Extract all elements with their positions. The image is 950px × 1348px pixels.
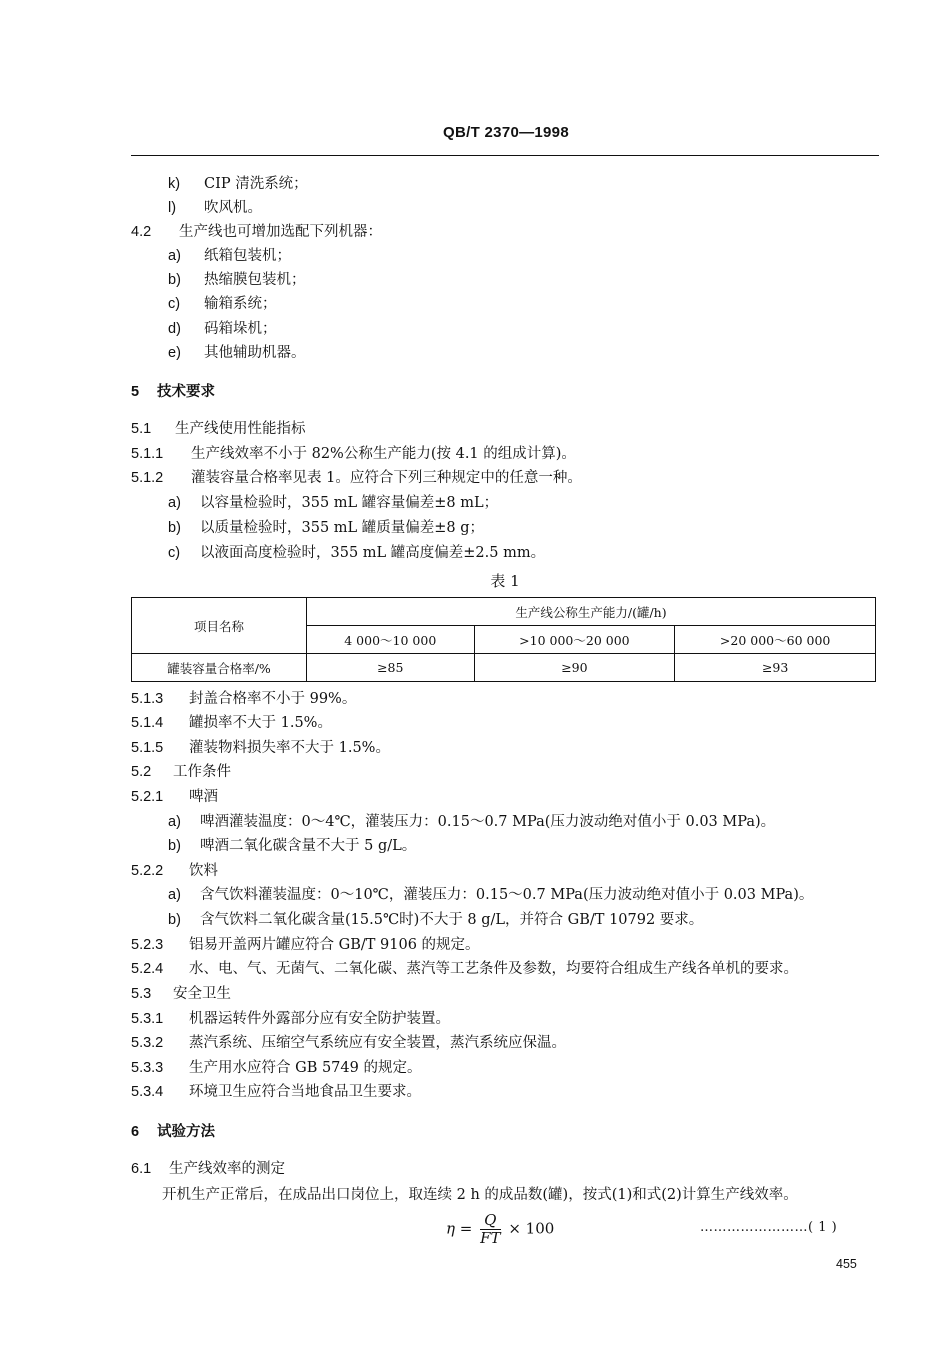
clause-5-3-1: 5.3.1 机器运转件外露部分应有安全防护装置。 — [131, 1011, 450, 1027]
table-cell: ≥90 — [474, 654, 675, 682]
list-item-d: d) 码箱垛机； — [168, 321, 277, 337]
list-item-k: k) CIP 清洗系统； — [168, 176, 308, 192]
table-group-header: 生产线公称生产能力/(罐/h) — [307, 598, 876, 626]
page-number: 455 — [836, 1257, 857, 1271]
clause-5-3-4: 5.3.4 环境卫生应符合当地食品卫生要求。 — [131, 1084, 421, 1100]
list-item-b: b) 以质量检验时，355 mL 罐质量偏差±8 g； — [168, 520, 485, 536]
table-row-label: 罐装容量合格率/% — [132, 654, 307, 682]
list-item-b: b) 含气饮料二氧化碳含量(15.5℃时)不大于 8 g/L，并符合 GB/T 10792 要求。 — [168, 912, 704, 928]
list-item-c: c) 以液面高度检验时，355 mL 罐高度偏差±2.5 mm。 — [168, 545, 546, 561]
clause-5-2-2: 5.2.2 饮料 — [131, 863, 218, 879]
list-item-a: a) 纸箱包装机； — [168, 248, 291, 264]
formula-numerator: Q — [484, 1211, 497, 1229]
list-item-a: a) 以容量检验时，355 mL 罐容量偏差±8 mL； — [168, 495, 499, 511]
clause-5-2-4: 5.2.4 水、电、气、无菌气、二氧化碳、蒸汽等工艺条件及参数，均要符合组成生产线各单机的要求。 — [131, 961, 798, 977]
clause-5-2-3: 5.2.3 铝易开盖两片罐应符合 GB/T 9106 的规定。 — [131, 937, 480, 953]
clause-5-3-3: 5.3.3 生产用水应符合 GB 5749 的规定。 — [131, 1060, 422, 1076]
list-item-l: l) 吹风机。 — [168, 200, 262, 216]
clause-5-1-3: 5.1.3 封盖合格率不小于 99%。 — [131, 691, 357, 707]
clause-5-3: 5.3 安全卫生 — [131, 986, 231, 1002]
table-column-header: >10 000～20 000 — [474, 626, 675, 654]
list-item-b: b) 热缩膜包装机； — [168, 272, 306, 288]
clause-5-1-4: 5.1.4 罐损率不大于 1.5%。 — [131, 715, 332, 731]
table-cell: ≥93 — [675, 654, 876, 682]
table-1 — [131, 597, 876, 682]
paragraph: 开机生产正常后，在成品出口岗位上，取连续 2 h 的成品数(罐)，按式(1)和式(2)计算生产线效率。 — [162, 1187, 798, 1203]
section-5-heading: 5 技术要求 — [131, 383, 215, 400]
header-rule — [131, 155, 879, 156]
formula-leader: ……………………( 1 ) — [700, 1220, 838, 1235]
clause-6-1: 6.1 生产线效率的测定 — [131, 1161, 285, 1177]
clause-5-2: 5.2 工作条件 — [131, 764, 231, 780]
clause-5-3-2: 5.3.2 蒸汽系统、压缩空气系统应有安全装置，蒸汽系统应保温。 — [131, 1035, 566, 1051]
table-caption: 表 1 — [490, 572, 520, 590]
table-column-header: 4 000～10 000 — [307, 626, 475, 654]
list-item-e: e) 其他辅助机器。 — [168, 345, 306, 361]
formula-denominator: FT — [480, 1229, 501, 1247]
section-6-heading: 6 试验方法 — [131, 1123, 215, 1140]
clause-4-2: 4.2 生产线也可增加选配下列机器： — [131, 224, 382, 240]
table-item-header: 项目名称 — [132, 598, 307, 654]
list-item-a: a) 啤酒灌装温度：0～4℃，灌装压力：0.15～0.7 MPa(压力波动绝对值小于 0.03 MPa)。 — [168, 814, 776, 830]
formula-1 — [446, 1212, 554, 1247]
clause-5-1-1: 5.1.1 生产线效率不小于 82%公称生产能力(按 4.1 的组成计算)。 — [131, 446, 576, 462]
clause-5-2-1: 5.2.1 啤酒 — [131, 789, 218, 805]
clause-5-1: 5.1 生产线使用性能指标 — [131, 421, 306, 437]
list-item-a: a) 含气饮料灌装温度：0～10℃，灌装压力：0.15～0.7 MPa(压力波动绝对值小于 0.03 MPa)。 — [168, 887, 814, 903]
table-cell: ≥85 — [307, 654, 475, 682]
list-item-b: b) 啤酒二氧化碳含量不大于 5 g/L。 — [168, 838, 417, 854]
clause-5-1-5: 5.1.5 灌装物料损失率不大于 1.5%。 — [131, 740, 390, 756]
table-column-header: >20 000～60 000 — [675, 626, 876, 654]
list-item-c: c) 输箱系统； — [168, 296, 277, 312]
formula-lhs: η = — [446, 1219, 473, 1238]
page-header: QB/T 2370—1998 — [443, 124, 569, 141]
formula-fraction — [480, 1212, 500, 1247]
formula-label: ( 1 ) — [808, 1220, 838, 1235]
formula-rhs: × 100 — [508, 1219, 555, 1238]
clause-5-1-2: 5.1.2 灌装容量合格率见表 1。应符合下列三种规定中的任意一种。 — [131, 470, 582, 486]
